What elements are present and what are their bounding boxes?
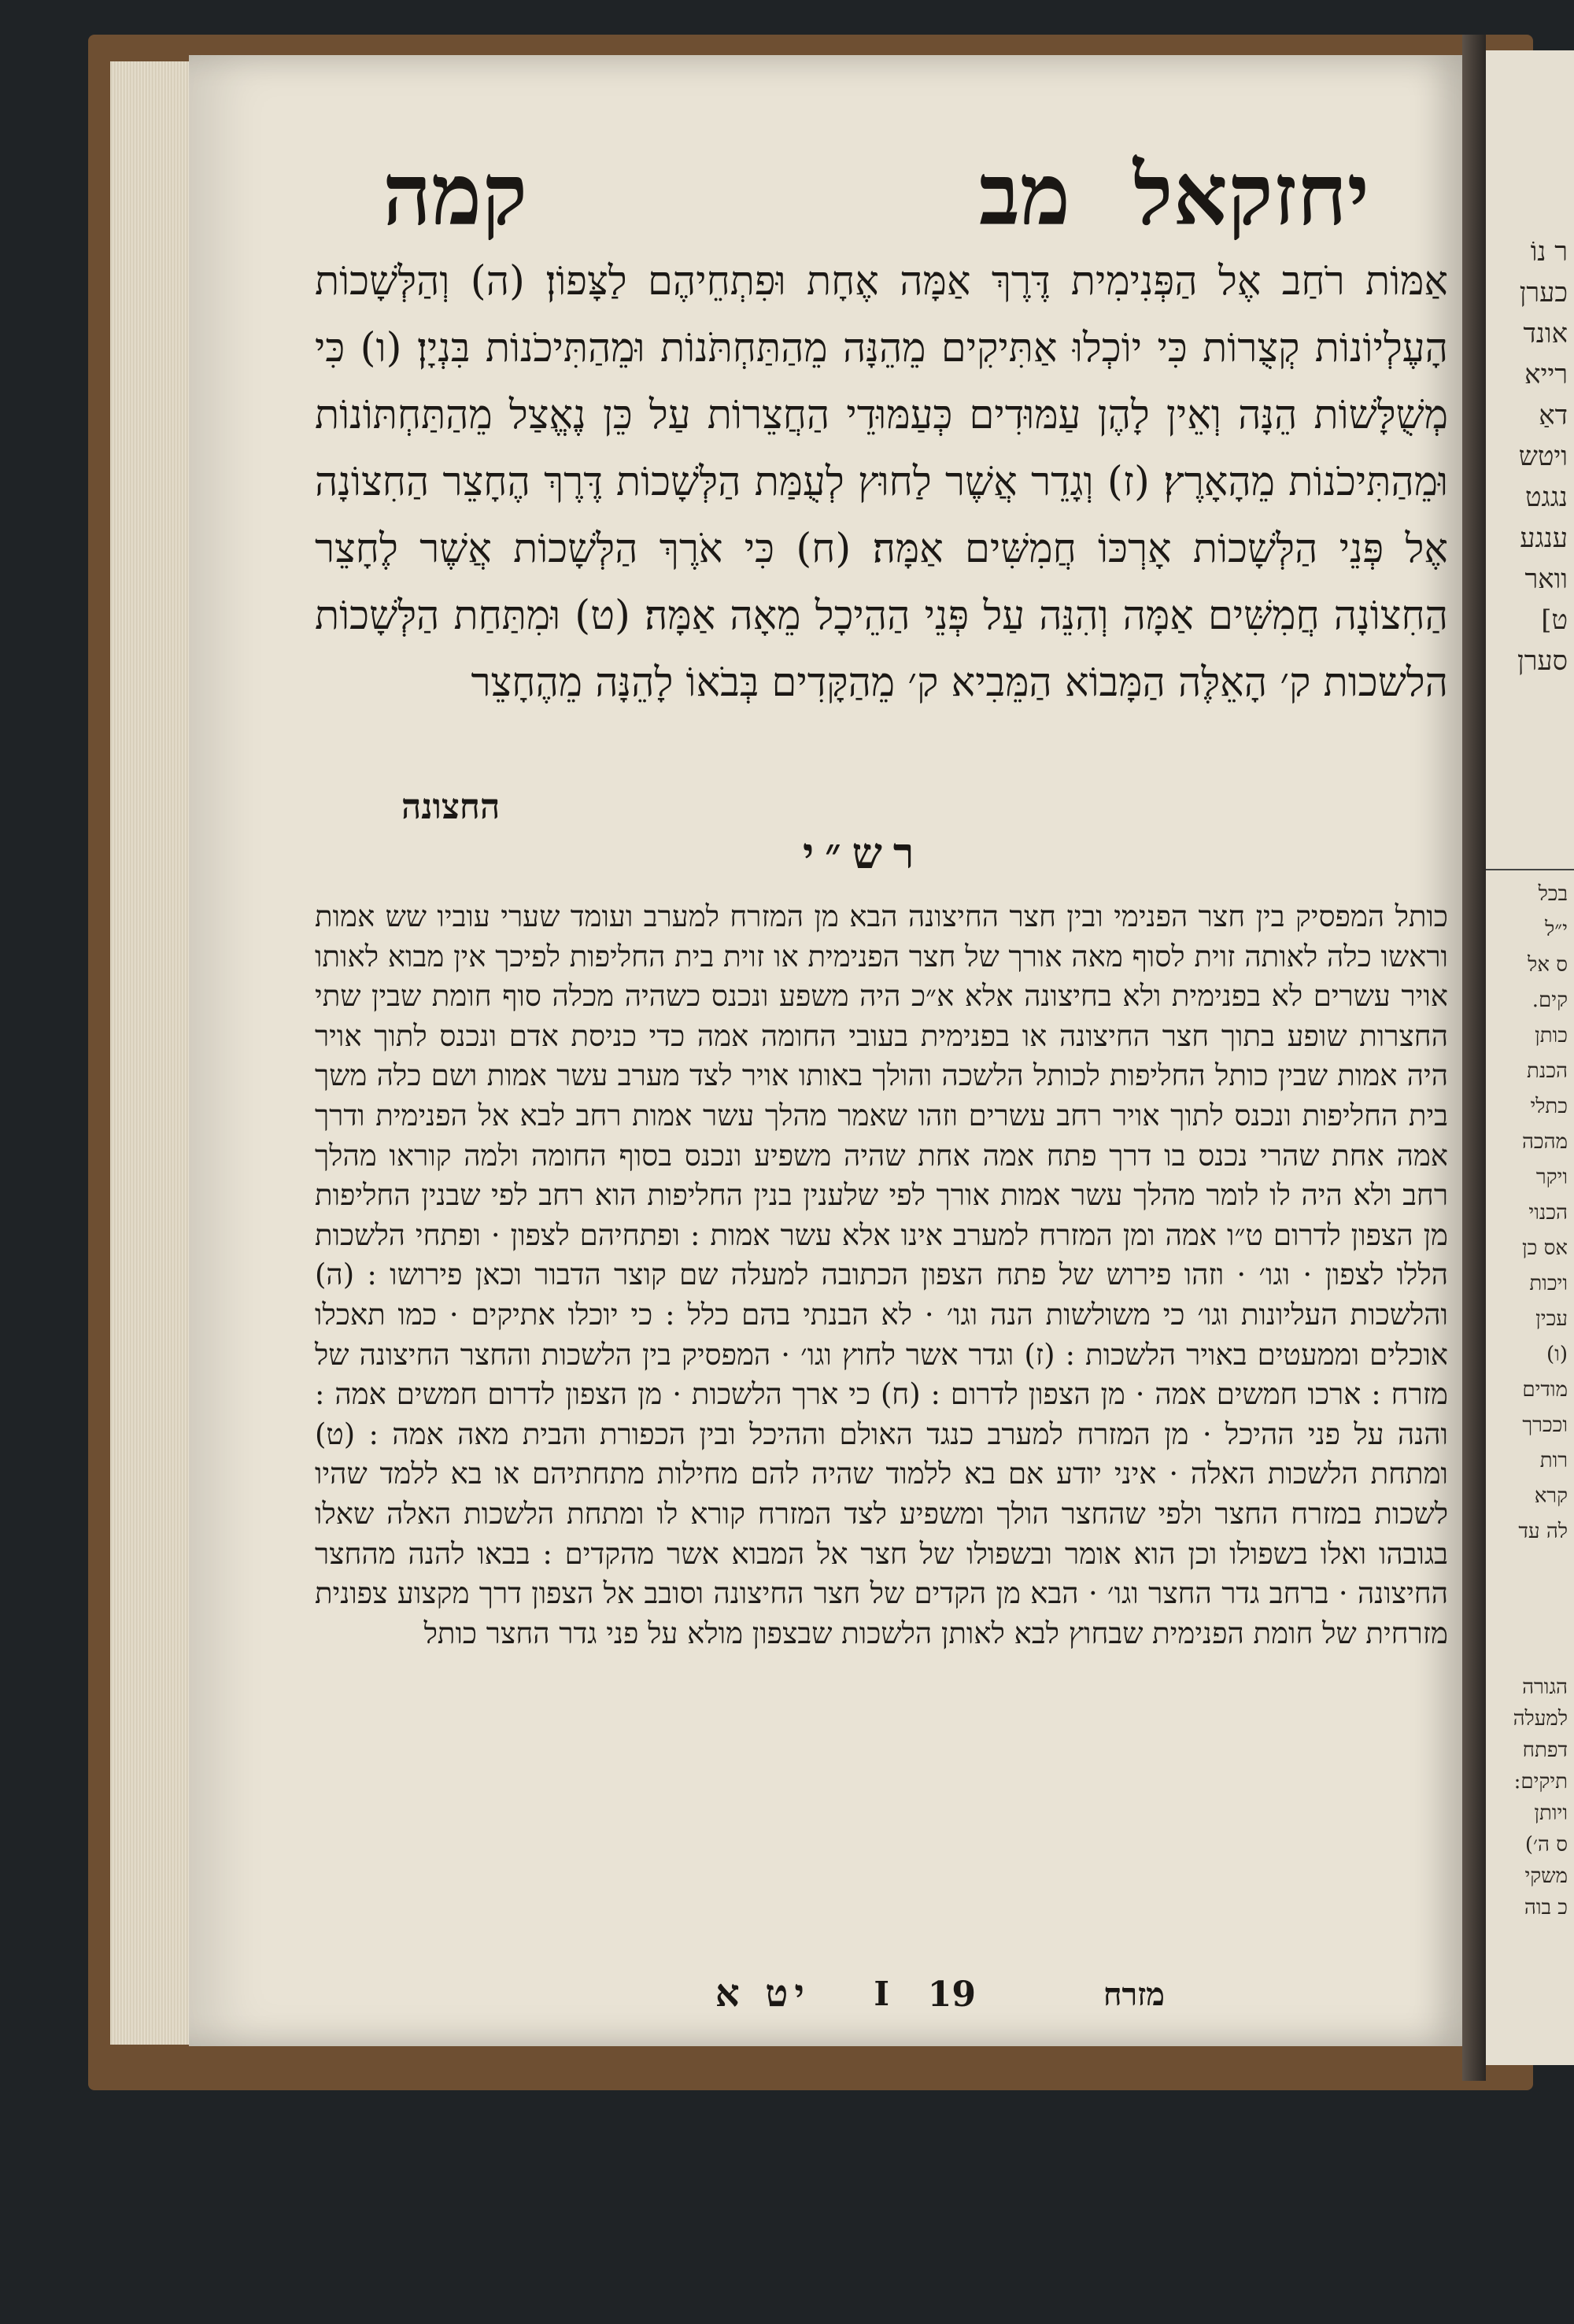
facing-page-line: ויטש: [1518, 441, 1568, 472]
facing-page-commentary-line: עכין: [1535, 1307, 1568, 1331]
facing-page-commentary-line: כותן: [1535, 1024, 1568, 1047]
facing-page-line: כערן: [1519, 277, 1568, 309]
facing-page-main-text: [1489, 231, 1568, 682]
facing-page-commentary-line: כתלי: [1530, 1095, 1568, 1118]
facing-page-commentary-line: קים.: [1532, 988, 1568, 1012]
facing-page-bottom-text: [1489, 1672, 1568, 1923]
facing-page-commentary-line: אס כן: [1522, 1236, 1568, 1260]
facing-page-commentary-line: ס אל: [1528, 953, 1568, 977]
facing-page-commentary-line: (ו): [1546, 1343, 1568, 1366]
facing-page-line: דאַ: [1539, 400, 1568, 431]
facing-page-line: אונד: [1523, 318, 1568, 349]
facing-page-line: ענגע: [1520, 523, 1568, 554]
footer-number-a: I: [874, 1975, 889, 2013]
facing-page-line: וואר: [1524, 563, 1568, 595]
running-head: [346, 138, 1448, 264]
facing-page-commentary-line: מהכה: [1521, 1130, 1568, 1154]
footer-catchword: מזרח: [1103, 1976, 1165, 2013]
facing-page-bottom-line: דפתח: [1522, 1738, 1568, 1762]
facing-page-commentary-text: [1489, 877, 1568, 1550]
facing-page-commentary-line: הכנת: [1527, 1059, 1568, 1083]
facing-page-line: ט]: [1541, 604, 1568, 636]
facing-page-line: סערן: [1517, 645, 1568, 677]
facing-page-bottom-line: למעלה: [1513, 1707, 1568, 1731]
facing-page-commentary-line: קרא: [1534, 1484, 1568, 1508]
page-footer: [456, 1971, 1165, 2019]
facing-page-commentary-line: בכל: [1538, 882, 1568, 906]
running-head-folio: קמה: [382, 146, 527, 245]
scripture-catchword: החצונה: [401, 787, 501, 827]
facing-page-bottom-line: הגורה: [1522, 1676, 1568, 1699]
commentary-heading: רש״י: [803, 828, 926, 878]
facing-page-divider: [1486, 869, 1574, 870]
running-head-chapter: מב: [978, 146, 1070, 245]
running-head-book: יחזקאל: [1132, 146, 1369, 245]
facing-page-commentary-line: רות: [1539, 1449, 1568, 1472]
commentary-text-block: [315, 897, 1448, 1653]
binding-gutter: [1462, 35, 1486, 2081]
signature-mark: יט א: [715, 1971, 811, 2015]
facing-page-bottom-line: ס ה׳): [1524, 1833, 1568, 1857]
page-edges: [110, 61, 197, 2045]
facing-page-commentary-line: וככרך: [1522, 1413, 1568, 1437]
facing-page-line: נגגט: [1524, 482, 1568, 513]
facing-page-commentary-line: ויקר: [1535, 1166, 1568, 1189]
scripture-paragraph: אַמּוֹת רֹחַב אֶל הַפְּנִימִית דֶּרֶךְ אַמָּה אֶחָת וּפִתְחֵיהֶם לַצָּפוֹן׃ (ה) וְהַלְּשָׁכוֹת הָעֶלְיוֹנוֹת קְצֻרוֹת כִּי יוֹכְלוּ אַתִּיקִים מֵהֵנָּה מֵהַתַּחְתֹּנוֹת וּמֵהַתִּיכֹנוֹת בִּנְיָן׃ (ו) כִּי מְשֻׁלָּשׁוֹת הֵנָּה וְאֵין לָהֶן עַמּוּדִים כְּעַמּוּדֵי הַחֲצֵרוֹת עַל כֵּן נֶאֱצַל מֵהַתַּחְתּוֹנוֹת וּמֵהַתִּיכֹנוֹת מֵהָאָרֶץ׃ (ז) וְגָדֵר אֲשֶׁר לַחוּץ לְעֻמַּת הַלְּשָׁכוֹת דֶּרֶךְ הֶחָצֵר הַחִצוֹנָה אֶל פְּנֵי הַלְּשָׁכוֹת אָרְכּוֹ חֲמִשִּׁים אַמָּה׃ (ח) כִּי אֹרֶךְ הַלְּשָׁכוֹת אֲשֶׁר לֶחָצֵר הַחִצוֹנָה חֲמִשִּׁים אַמָּה וְהִנֵּה עַל פְּנֵי הַהֵיכָל מֵאָה אַמָּה׃ (ט) וּמִתַּחַת הַלְּשָׁכוֹת הלשכות ק׳ הָאֵלֶּה הַמָּבוֹא הַמֵּבִיא ק׳ מֵהַקָּדִים בְּבֹאוֹ לָהֵנָּה מֵהֶחָצֵר: [315, 258, 1448, 706]
facing-page-bottom-line: ויותן: [1534, 1801, 1568, 1825]
commentary-paragraph: כותל המפסיק בין חצר הפנימי ובין חצר החיצונה הבא מן המזרח למערב ועומד שערי עוביו שש אמות וראשו כלה לאותה זוית לסוף מאה אורך של חצר הפנימית או זוית בית החליפות לפיכך אין מבוא לאותו אויר עשרים לא בפנימית ולא בחיצונה אלא א״כ היה משפע ונכנס כשהיה מכלה סוף חומת שבין שתי החצרות שופע בתוך חצר החיצונה או בפנימית בעובי החומה אמה כדי כניסת אדם ונכנס לתוך אויר היה אמות שבין כותל החליפות לכותל הלשכה והולך באותו אויר לצד מערב עשר אמות ושם כלה משך בית החליפות ונכנס לתוך אויר רחב עשרים וזהו שאמר מהלך עשר אמות רחב לבא אל הפנימית ודרך אמה אחת שהרי נכנס בו דרך פתח אמה אחת שהיה משפיע ונכנס בסוף החומה ולמה קוראו מהלך רחב ולא היה לו לומר מהלך עשר אמות אורך לפי שלענין בנין החליפות הוא רחב לפי שבנין החליפות מן הצפון לדרום ט״ו אמה ומן המזרח למערב אינו אלא עשר אמות : ופתחיהם לצפון · ופתחי הלשכות הללו לצפון · וגו׳ · וזהו פירוש של פתח הצפון הכתובה למעלה שם קוצר הדבור וכאן פירושו : (ה) והלשכות העליונות וגו׳ כי משולשות הנה וגו׳ · לא הבנתי בהם כלל : כי יוכלו אתיקים · כמו תאכלו אוכלים וממעטים באויר הלשכות : (ז) וגדר אשר לחוץ וגו׳ · המפסיק בין הלשכות והחצר החיצונה של מזרח : ארכו חמשים אמה · מן הצפון לדרום : (ח) כי ארך הלשכות · מן הצפון לדרום חמשים אמה : והנה על פני ההיכל · מן המזרח למערב כנגד האולם וההיכל ובין הכפורת והבית מאה אמה : (ט) ומתחת הלשכות האלה · איני יודע אם בא ללמוד שהיה להם מחילות מתחתיהם או בא ללמד שהיו לשכות במזרח החצר ולפי שהחצר הולך ומשפיע לצד המזרח קורא לו ומתחת הלשכות האלה שאלו בגובהו ואלו בשפולו וכן הוא אומר ובשפולו של חצר אל המבוא אשר מהקדים : בבאו להנה מהחצר החיצונה · ברחב גדר החצר וגו׳ · הבא מן הקדים של חצר החיצונה וסובב אל הצפון דרך מקצוע צפונית מזרחית של חומת הפנימית שבחוץ לבא לאותן הלשכות שבצפון מולא על פני גדר החצר כותל: [315, 900, 1449, 1650]
facing-page-line: רייא: [1524, 359, 1568, 390]
facing-page-commentary-line: לה עד: [1518, 1520, 1568, 1543]
facing-page-commentary-line: ויכות: [1529, 1272, 1568, 1295]
facing-page-bottom-line: משקי: [1524, 1864, 1568, 1888]
facing-page-commentary-line: י״ל: [1545, 918, 1568, 941]
footer-number-b: 19: [927, 1975, 976, 2015]
facing-page-commentary-line: הכנוי: [1528, 1201, 1568, 1225]
facing-page-line: ר נוֹ: [1530, 236, 1568, 268]
facing-page: [1486, 50, 1574, 2065]
facing-page-bottom-line: תיקים:: [1513, 1770, 1568, 1794]
facing-page-bottom-line: כ בוה: [1524, 1896, 1568, 1919]
facing-page-commentary-line: מודים: [1522, 1378, 1568, 1402]
scripture-text-block: [315, 248, 1448, 716]
